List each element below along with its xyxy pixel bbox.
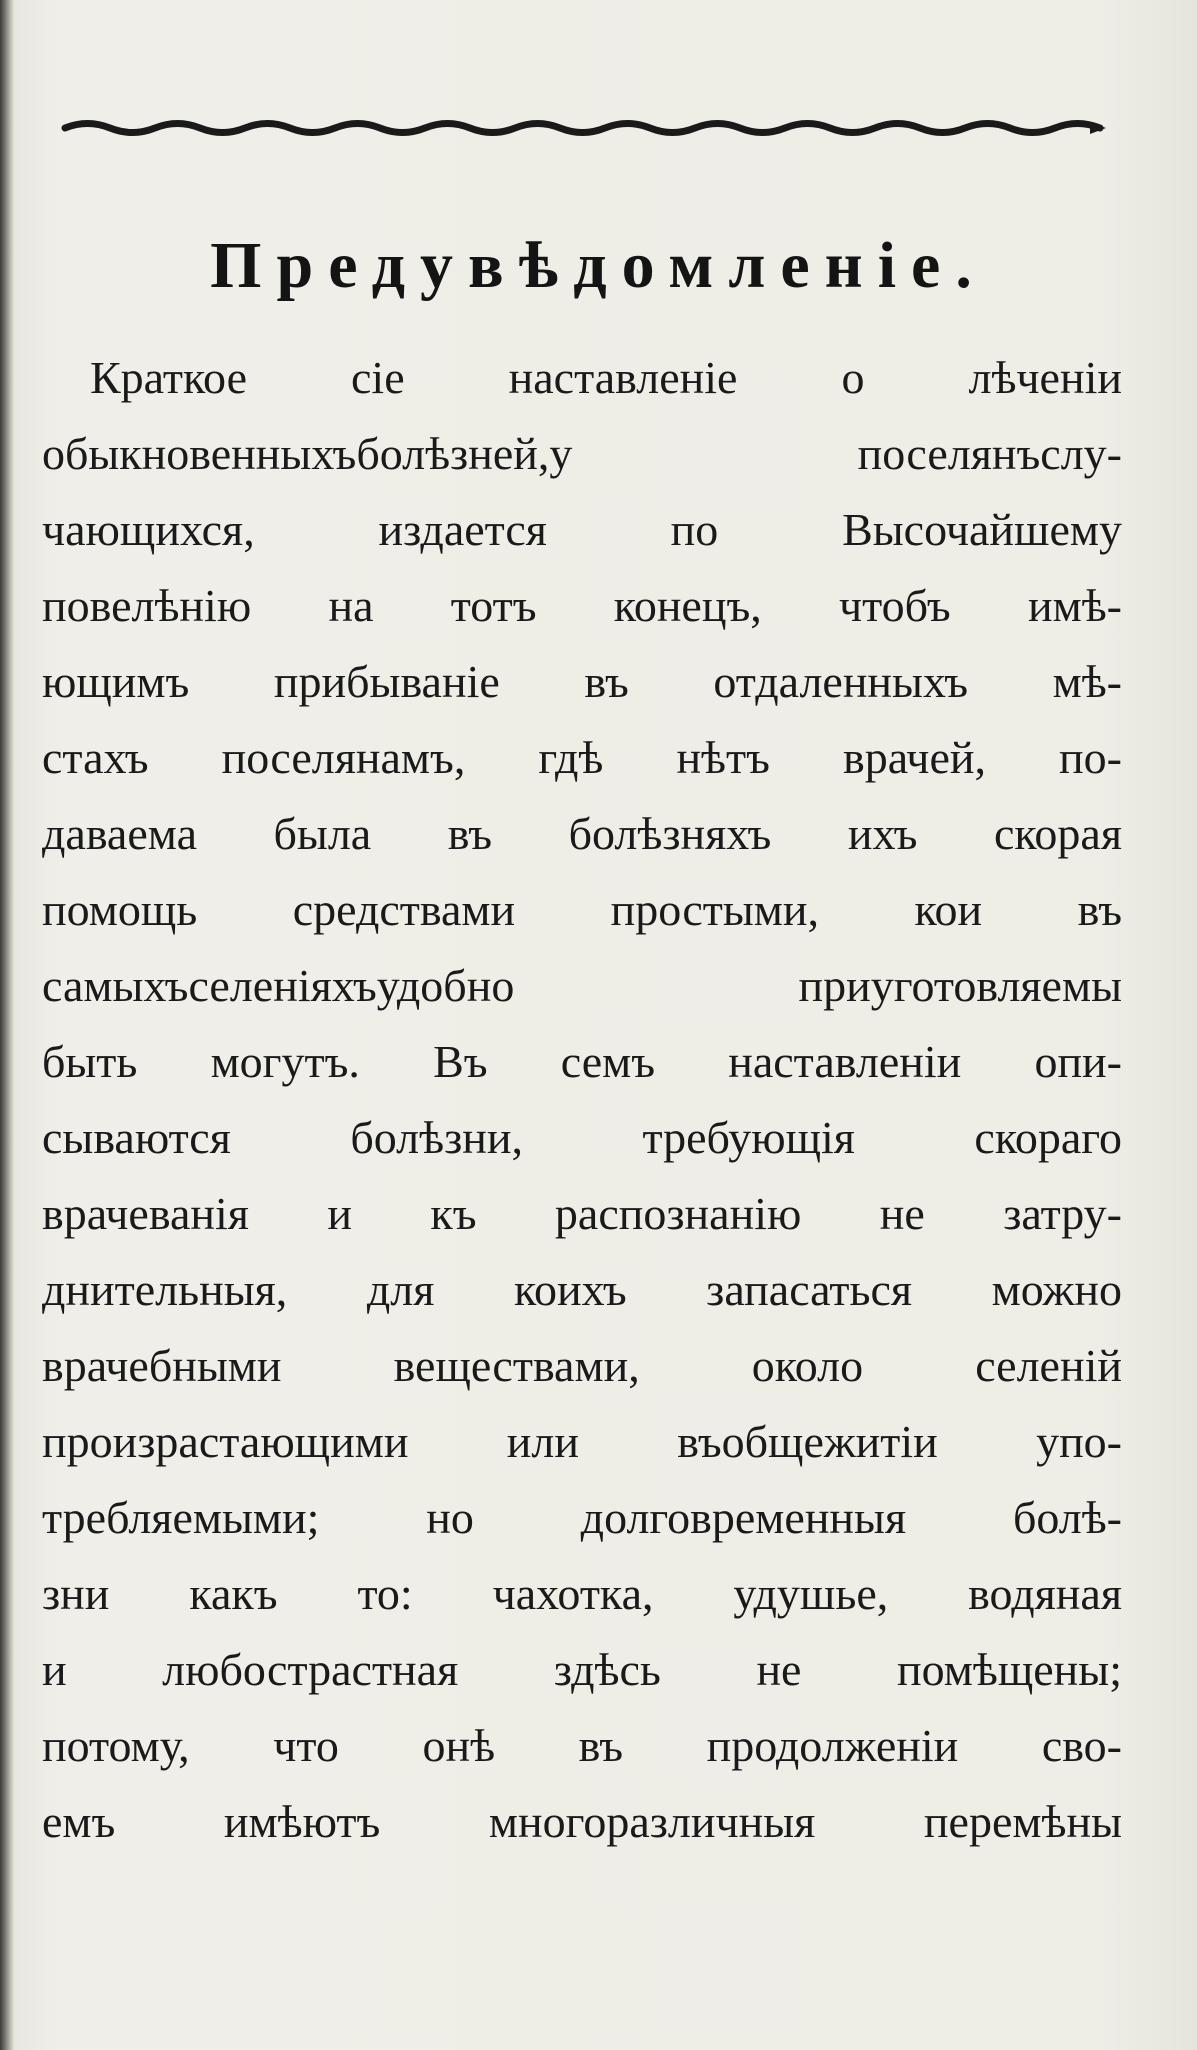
text-line: требляемыми; но долговременныя болѣ- xyxy=(42,1492,1122,1543)
text-line: зни какъ то: чахотка, удушье, водяная xyxy=(42,1568,1122,1619)
text-line: сываются болѣзни, требующія скораго xyxy=(42,1112,1122,1163)
text-line: врачебными веществами, около селеній xyxy=(42,1340,1122,1391)
text-line: днительныя, для коихъ запасаться можно xyxy=(42,1264,1122,1315)
text-line: обыкновенныхъболѣзней,у поселянъслу- xyxy=(42,428,1122,479)
text-line: быть могутъ. Въ семъ наставленіи опи- xyxy=(42,1036,1122,1087)
text-line: емъ имѣютъ многоразличныя перемѣны xyxy=(42,1796,1122,1847)
text-line: врачеванія и къ распознанію не затру- xyxy=(42,1188,1122,1239)
decorative-rule xyxy=(60,100,1110,160)
text-line: стахъ поселянамъ, гдѣ нѣтъ врачей, по- xyxy=(42,732,1122,783)
text-line: потому, что онѣ въ продолженіи сво- xyxy=(42,1720,1122,1771)
ornament-wave-icon xyxy=(60,100,1110,160)
body-paragraph xyxy=(42,340,1122,1860)
text-line: повелѣнію на тотъ конецъ, чтобъ имѣ- xyxy=(42,580,1122,631)
text-line: чающихся, издается по Высочайшему xyxy=(42,504,1122,555)
page-binding-edge xyxy=(0,0,14,2050)
text-line: помощь средствами простыми, кои въ xyxy=(42,884,1122,935)
text-line: самыхъселеніяхъудобно приуготовляемы xyxy=(42,960,1122,1011)
text-line: даваема была въ болѣзняхъ ихъ скорая xyxy=(42,808,1122,859)
text-line: ющимъ прибываніе въ отдаленныхъ мѣ- xyxy=(42,656,1122,707)
text-line: и любострастная здѣсь не помѣщены; xyxy=(42,1644,1122,1695)
page-heading: Предувѣдомленіе. xyxy=(210,229,987,302)
text-line: произрастающими или въобщежитіи упо- xyxy=(42,1416,1122,1467)
text-line: Краткое сіе наставленіе о лѣченіи xyxy=(90,352,1122,403)
